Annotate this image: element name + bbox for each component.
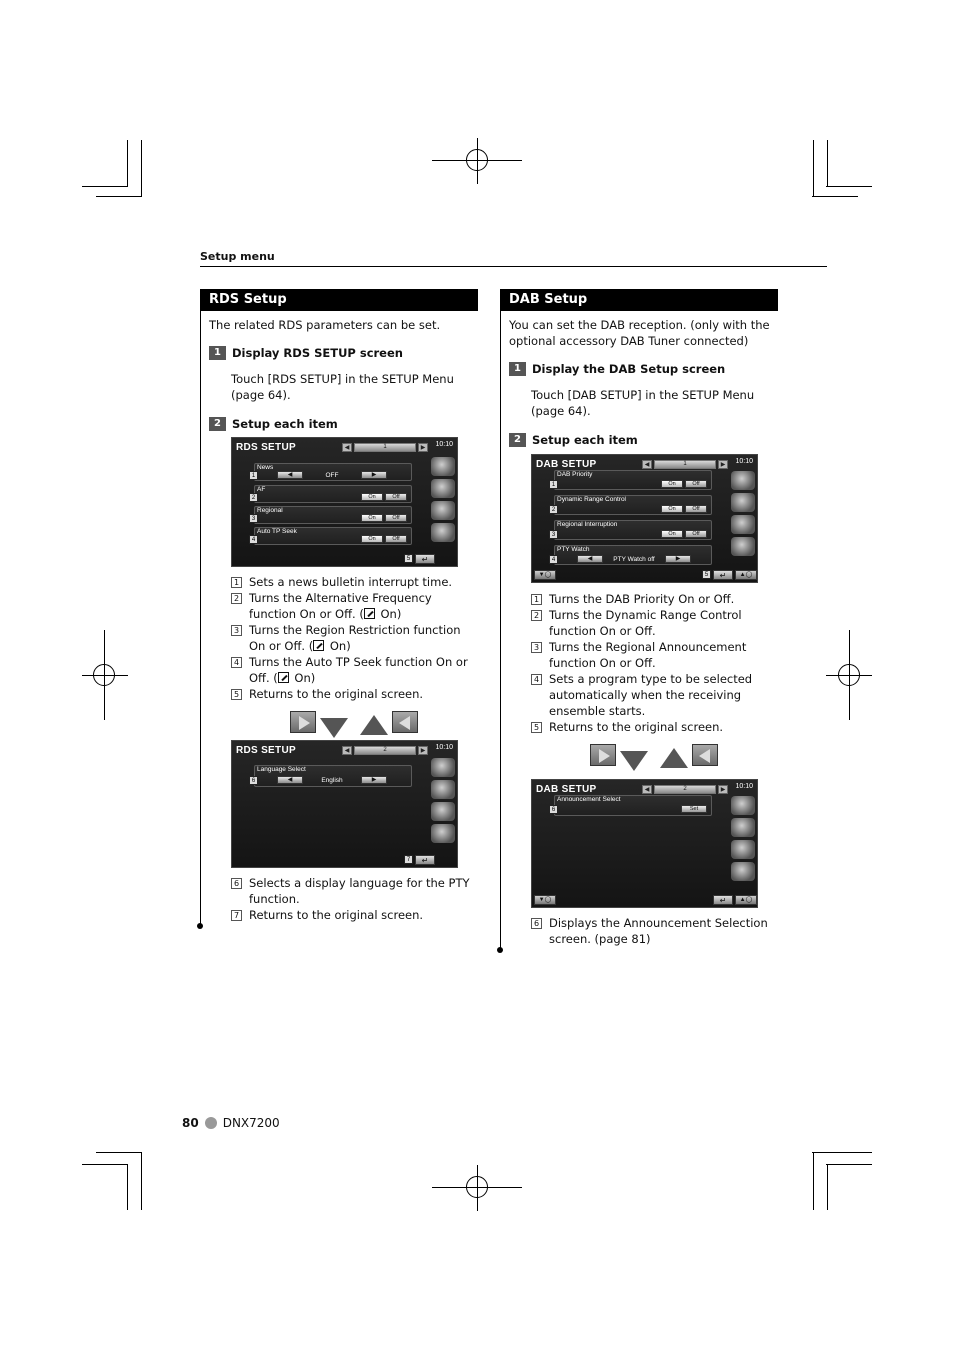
page-number: 2	[683, 786, 687, 792]
running-header: Setup menu	[200, 250, 275, 263]
side-disc-icon[interactable]	[731, 840, 755, 859]
callout-number: 4	[549, 555, 558, 564]
callout-number: 5	[702, 570, 711, 579]
row-label: Regional Interruption	[557, 521, 618, 528]
step-label: Display RDS SETUP screen	[232, 346, 403, 360]
on-button[interactable]: On	[661, 530, 683, 538]
legend-item: 5 Returns to the original screen.	[531, 719, 778, 735]
section-intro: The related RDS parameters can be set.	[209, 318, 441, 332]
page-number: 2	[383, 747, 387, 753]
on-off-toggle	[661, 480, 707, 488]
row-label: Regional	[257, 507, 283, 514]
callout-number: 1	[549, 480, 558, 489]
rds-setup-screen-2	[231, 740, 458, 868]
callout-number: 4	[249, 535, 258, 544]
side-disc-icon[interactable]	[431, 501, 455, 520]
off-button[interactable]: Off	[685, 480, 707, 488]
screen-title: DAB SETUP	[536, 784, 597, 795]
page-number: 80	[182, 1116, 199, 1130]
side-disc-icon[interactable]	[431, 802, 455, 821]
screen-title: RDS SETUP	[236, 442, 296, 453]
legend-item: 6 Displays the Announcement Selection screen. (page 81)	[531, 915, 778, 947]
row-label: Auto TP Seek	[257, 528, 297, 535]
row-label: Dynamic Range Control	[557, 496, 627, 503]
page-footer	[182, 1116, 280, 1130]
page-prev-button[interactable]: ◀	[642, 785, 652, 794]
side-menu-icon[interactable]	[731, 471, 755, 490]
rds-legend-2	[231, 875, 478, 923]
step-1-instruction: Touch [RDS SETUP] in the SETUP Menu (page 64).	[231, 372, 454, 402]
step-number: 1	[209, 346, 226, 360]
row-label: AF	[257, 486, 266, 493]
row-label: News	[257, 464, 274, 471]
legend-item: 3 Turns the Region Restriction function On or Off. ( On)	[231, 622, 478, 654]
screen-title: RDS SETUP	[236, 745, 296, 756]
legend-item: 7 Returns to the original screen.	[231, 907, 478, 923]
on-off-toggle	[661, 530, 707, 538]
side-tuner-icon[interactable]	[731, 818, 755, 837]
header-rule	[200, 266, 827, 267]
page-prev-button[interactable]: ◀	[342, 443, 352, 452]
pencil-icon	[278, 672, 289, 683]
on-off-toggle	[361, 535, 407, 543]
legend-item: 3 Turns the Regional Announcement function On or Off.	[531, 639, 778, 671]
side-disc-icon[interactable]	[731, 515, 755, 534]
callout-number: 6	[249, 776, 258, 785]
scroll-up-button[interactable]: ▲◯	[735, 570, 757, 580]
down-arrow-icon	[320, 718, 348, 738]
increase-button[interactable]: ▶	[665, 555, 691, 563]
setting-row-announcement-select	[551, 795, 712, 816]
increase-button[interactable]: ▶	[361, 776, 387, 784]
step-1-instruction: Touch [DAB SETUP] in the SETUP Menu (page 64).	[531, 388, 755, 418]
step-label: Setup each item	[232, 417, 338, 431]
rds-legend-1	[231, 574, 478, 702]
callout-number: 2	[549, 505, 558, 514]
pencil-icon	[313, 640, 324, 651]
dab-legend-2	[531, 915, 778, 947]
side-menu-icon[interactable]	[731, 796, 755, 815]
on-off-toggle	[661, 505, 707, 513]
legend-item: 5 Returns to the original screen.	[231, 686, 478, 702]
setting-row-af	[251, 485, 412, 503]
page-number: 1	[383, 444, 387, 450]
step-1	[209, 346, 403, 360]
step-2	[209, 417, 338, 431]
legend-item: 2 Turns the Dynamic Range Control function On or Off.	[531, 607, 778, 639]
off-button[interactable]: Off	[685, 530, 707, 538]
rds-setup-section	[200, 289, 478, 929]
section-title: RDS Setup	[200, 289, 478, 311]
page-next-button[interactable]: ▶	[718, 785, 728, 794]
row-label: DAB Priority	[557, 471, 593, 478]
dab-setup-screen-2	[531, 779, 758, 908]
return-button[interactable]: ↵	[415, 554, 435, 564]
decrease-button[interactable]: ◀	[277, 471, 303, 479]
legend-item: 6 Selects a display language for the PTY function.	[231, 875, 478, 907]
dab-legend-1	[531, 591, 778, 735]
setting-row-news	[251, 463, 412, 481]
legend-item: 4 Turns the Auto TP Seek function On or Off. ( On)	[231, 654, 478, 686]
up-arrow-icon	[660, 748, 688, 768]
increase-button[interactable]: ▶	[361, 471, 387, 479]
off-button[interactable]: Off	[385, 535, 407, 543]
scroll-down-button[interactable]: ▼◯	[534, 570, 556, 580]
page-next-button[interactable]: ▶	[418, 746, 428, 755]
decrease-button[interactable]: ◀	[577, 555, 603, 563]
pencil-icon	[364, 608, 375, 619]
return-button[interactable]: ↵	[713, 895, 733, 905]
setting-row-dab-priority	[551, 470, 712, 490]
return-button[interactable]: ↵	[415, 855, 435, 865]
next-arrow-icon	[290, 711, 316, 733]
side-menu-icon[interactable]	[431, 457, 455, 476]
legend-item: 4 Sets a program type to be selected automatically when the receiving ensemble starts.	[531, 671, 778, 719]
setting-row-dynamic-range-control	[551, 495, 712, 515]
legend-item: 1 Turns the DAB Priority On or Off.	[531, 591, 778, 607]
setting-row-regional	[251, 506, 412, 524]
set-button[interactable]: Set	[681, 805, 707, 813]
side-source-icon[interactable]	[431, 824, 455, 843]
section-intro: You can set the DAB reception. (only with the optional accessory DAB Tuner connected)	[509, 318, 770, 348]
on-button[interactable]: On	[661, 480, 683, 488]
news-value: OFF	[325, 472, 339, 479]
page-prev-button[interactable]: ◀	[642, 460, 652, 469]
rds-setup-screen-1	[231, 437, 458, 567]
clock: 10:10	[735, 783, 753, 790]
prev-arrow-icon	[392, 711, 418, 733]
page-navigation-arrows	[590, 743, 720, 769]
off-button[interactable]: Off	[385, 514, 407, 522]
callout-number: 1	[249, 471, 258, 480]
model-name: DNX7200	[222, 1116, 280, 1130]
callout-number: 7	[404, 855, 413, 864]
side-source-icon[interactable]	[731, 862, 755, 881]
side-menu-icon[interactable]	[431, 758, 455, 777]
on-off-toggle	[361, 514, 407, 522]
on-button[interactable]: On	[361, 493, 383, 501]
side-source-icon[interactable]	[431, 523, 455, 542]
step-1	[509, 362, 725, 376]
page-next-button[interactable]: ▶	[718, 460, 728, 469]
decrease-button[interactable]: ◀	[277, 776, 303, 784]
side-tuner-icon[interactable]	[431, 479, 455, 498]
setting-row-regional-interruption	[551, 520, 712, 540]
page-navigation-arrows	[290, 710, 420, 736]
callout-number: 2	[249, 493, 258, 502]
step-2	[509, 433, 638, 447]
footer-dot-icon	[205, 1117, 217, 1129]
side-tuner-icon[interactable]	[731, 493, 755, 512]
page-number: 1	[683, 461, 687, 467]
clock: 10:10	[435, 744, 453, 751]
next-arrow-icon	[590, 744, 616, 766]
row-label: Announcement Select	[557, 796, 621, 803]
on-button[interactable]: On	[361, 514, 383, 522]
dab-setup-section	[500, 289, 778, 949]
page-next-button[interactable]: ▶	[418, 443, 428, 452]
prev-arrow-icon	[692, 744, 718, 766]
step-label: Display the DAB Setup screen	[532, 362, 726, 376]
setting-row-language-select	[251, 765, 412, 787]
up-arrow-icon	[360, 715, 388, 735]
pty-watch-value: PTY Watch off	[613, 556, 655, 563]
callout-number: 3	[549, 530, 558, 539]
on-button[interactable]: On	[661, 505, 683, 513]
legend-item: 1 Sets a news bulletin interrupt time.	[231, 574, 478, 590]
step-number: 1	[509, 362, 526, 376]
setting-row-pty-watch	[551, 545, 712, 565]
return-button[interactable]: ↵	[713, 570, 733, 580]
page-prev-button[interactable]: ◀	[342, 746, 352, 755]
row-label: Language Select	[257, 766, 306, 773]
legend-item: 2 Turns the Alternative Frequency function On or Off. ( On)	[231, 590, 478, 622]
scroll-down-button[interactable]: ▼◯	[534, 895, 556, 905]
section-title: DAB Setup	[500, 289, 778, 311]
callout-number: 3	[249, 514, 258, 523]
language-value: English	[321, 777, 343, 784]
off-button[interactable]: Off	[685, 505, 707, 513]
side-tuner-icon[interactable]	[431, 780, 455, 799]
step-number: 2	[209, 417, 226, 431]
step-label: Setup each item	[532, 433, 638, 447]
side-source-icon[interactable]	[731, 537, 755, 556]
step-number: 2	[509, 433, 526, 447]
callout-number: 6	[549, 805, 558, 814]
setting-row-auto-tp-seek	[251, 527, 412, 545]
clock: 10:10	[735, 458, 753, 465]
scroll-up-button[interactable]: ▲◯	[735, 895, 757, 905]
off-button[interactable]: Off	[385, 493, 407, 501]
screen-title: DAB SETUP	[536, 459, 597, 470]
callout-number: 5	[404, 554, 413, 563]
on-button[interactable]: On	[361, 535, 383, 543]
on-off-toggle	[361, 493, 407, 501]
down-arrow-icon	[620, 751, 648, 771]
clock: 10:10	[435, 441, 453, 448]
dab-setup-screen-1	[531, 454, 758, 583]
row-label: PTY Watch	[557, 546, 590, 553]
